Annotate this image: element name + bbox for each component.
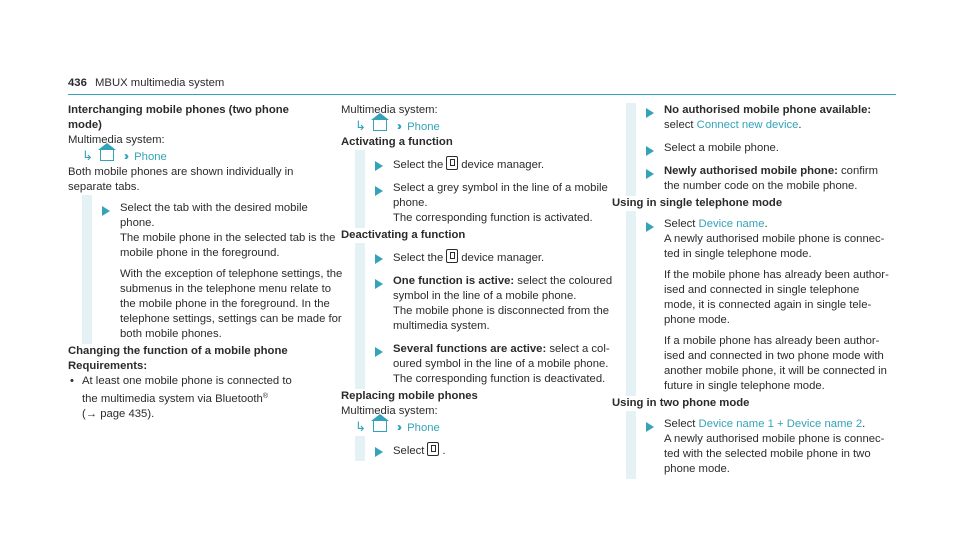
step-text: If the mobile phone has already been author- — [664, 269, 889, 281]
menu-path-phone[interactable]: Phone — [134, 151, 167, 163]
section-heading: Interchanging mobile phones (two phone — [68, 104, 289, 116]
step-text: symbol in the line of a mobile phone. — [393, 290, 577, 302]
bullet-text: • At least one mobile phone is connected to — [82, 375, 292, 387]
step-text: Select — [664, 218, 699, 230]
step-text: The mobile phone is disconnected from the — [393, 305, 610, 317]
step-text: phone mode. — [664, 463, 730, 475]
double-chevron-icon: ›› — [397, 119, 399, 133]
requirement-item — [68, 374, 316, 422]
step-text: The corresponding function is activated. — [393, 212, 593, 224]
step-note — [664, 268, 889, 328]
device-name-link[interactable]: Device name — [698, 218, 765, 230]
step-text: Select the — [393, 252, 444, 264]
step-text: confirm — [837, 165, 879, 177]
step-text: device manager. — [461, 252, 545, 264]
menu-path-label: Multimedia system: — [68, 134, 165, 146]
device-manager-icon[interactable] — [427, 442, 439, 456]
step-text: future in single telephone mode. — [664, 380, 825, 392]
step-text: Select a grey symbol in the line of a mobile — [393, 182, 608, 194]
arrow-return-icon: ↳ — [82, 148, 93, 163]
step-triangle-icon — [646, 422, 654, 432]
requirements-label: Requirements: — [68, 360, 148, 372]
step-text: With the exception of telephone settings, the — [120, 268, 343, 280]
arrow-return-icon: ↳ — [355, 118, 366, 133]
step-triangle-icon — [375, 161, 383, 171]
home-icon — [373, 119, 387, 131]
step-triangle-icon — [646, 222, 654, 232]
step-text: A newly authorised mobile phone is connec- — [664, 433, 885, 445]
instruction-step — [355, 175, 608, 228]
step-note — [664, 334, 887, 394]
step-text: . — [442, 445, 446, 457]
step-note — [120, 267, 343, 342]
section-heading-cont: mode) — [68, 119, 102, 131]
step-text: device manager. — [461, 159, 545, 171]
instruction-step — [626, 135, 870, 158]
device-manager-icon[interactable] — [446, 249, 458, 263]
step-text: another mobile phone, it will be connected in — [664, 365, 887, 377]
step-text: A newly authorised mobile phone is connec- — [664, 233, 885, 245]
step-text: Select the tab with the desired mobile — [120, 202, 308, 214]
step-text: select the coloured — [514, 275, 613, 287]
step-text: ted in single telephone mode. — [664, 248, 812, 260]
home-icon — [373, 420, 387, 432]
column-1 — [68, 103, 343, 422]
subsection-heading: Deactivating a function — [341, 229, 466, 241]
step-text: Select — [664, 418, 699, 430]
step-text: ised and connected in single telephone — [664, 284, 860, 296]
step-condition: Several functions are active: — [393, 343, 547, 355]
step-text: . — [862, 418, 866, 430]
registered-mark: ® — [262, 393, 269, 400]
step-triangle-icon — [375, 279, 383, 289]
menu-path-phone[interactable]: Phone — [407, 121, 440, 133]
page-header — [68, 76, 896, 95]
subsection-heading: Using in two phone mode — [612, 397, 750, 409]
step-text: oured symbol in the line of a mobile phone. — [393, 358, 609, 370]
step-text: multimedia system. — [393, 320, 490, 332]
step-triangle-icon — [646, 169, 654, 179]
instruction-step — [626, 211, 889, 396]
step-text: Select — [393, 445, 425, 457]
step-text: both mobile phones. — [120, 328, 222, 340]
step-text: phone. — [120, 217, 155, 229]
step-text: The mobile phone in the selected tab is the — [120, 232, 336, 244]
step-triangle-icon — [102, 206, 110, 216]
instruction-step — [355, 243, 593, 268]
device-name-pair-link[interactable]: Device name 1 + Device name 2 — [698, 418, 863, 430]
step-condition: No authorised mobile phone available: — [664, 104, 872, 116]
step-text: Select the — [393, 159, 444, 171]
home-icon — [100, 149, 114, 161]
step-triangle-icon — [375, 447, 383, 457]
instruction-step — [355, 336, 610, 389]
step-text: ted with the selected mobile phone in two — [664, 448, 871, 460]
step-text: submenus in the telephone menu relate to — [120, 283, 332, 295]
running-title: MBUX multimedia system — [95, 77, 225, 89]
instruction-step — [82, 195, 343, 344]
menu-path-phone[interactable]: Phone — [407, 422, 440, 434]
subsection-heading: Using in single telephone mode — [612, 197, 783, 209]
step-text: phone. — [393, 197, 428, 209]
step-text: . — [798, 119, 802, 131]
menu-path — [341, 118, 593, 135]
step-text: telephone settings, settings can be made for — [120, 313, 342, 325]
step-triangle-icon — [646, 108, 654, 118]
page-reference-link[interactable]: (→ page 435). — [82, 408, 155, 420]
arrow-return-icon: ↳ — [355, 419, 366, 434]
double-chevron-icon: ›› — [397, 420, 399, 434]
intro-text-cont: separate tabs. — [68, 181, 140, 193]
column-2 — [341, 103, 613, 461]
step-text: If a mobile phone has already been author- — [664, 335, 880, 347]
instruction-step — [626, 411, 885, 479]
intro-text: Both mobile phones are shown individually in — [68, 166, 294, 178]
subsection-heading: Replacing mobile phones — [341, 390, 478, 402]
instruction-step — [626, 158, 879, 196]
subsection-heading: Activating a function — [341, 136, 453, 148]
page-number: 436 — [68, 77, 87, 89]
step-text: select — [664, 119, 697, 131]
step-text: Select a mobile phone. — [664, 142, 779, 154]
menu-path — [68, 148, 316, 165]
instruction-step — [355, 150, 593, 175]
double-chevron-icon: ›› — [124, 149, 126, 163]
connect-new-device-link[interactable]: Connect new device — [696, 119, 799, 131]
menu-path — [341, 419, 593, 436]
step-text: . — [764, 218, 768, 230]
subsection-heading: Changing the function of a mobile phone — [68, 345, 288, 357]
step-text: select a col- — [546, 343, 610, 355]
step-text: the mobile phone in the foreground. In the — [120, 298, 330, 310]
instruction-step — [355, 268, 613, 336]
step-text: the number code on the mobile phone. — [664, 180, 858, 192]
step-text: mobile phone in the foreground. — [120, 247, 280, 259]
step-text: mode, it is connected again in single tele- — [664, 299, 872, 311]
step-text: The corresponding function is deactivated. — [393, 373, 606, 385]
step-triangle-icon — [375, 254, 383, 264]
step-text: phone mode. — [664, 314, 730, 326]
step-triangle-icon — [375, 186, 383, 196]
menu-path-label: Multimedia system: — [341, 104, 438, 116]
bullet-text: the multimedia system via Bluetooth — [82, 393, 263, 405]
step-triangle-icon — [646, 146, 654, 156]
step-condition: One function is active: — [393, 275, 515, 287]
column-3 — [612, 103, 889, 479]
menu-path-label: Multimedia system: — [341, 405, 438, 417]
instruction-step — [355, 436, 593, 461]
instruction-step — [626, 103, 870, 135]
step-text: ised and connected in two phone mode with — [664, 350, 884, 362]
device-manager-icon[interactable] — [446, 156, 458, 170]
step-condition: Newly authorised mobile phone: — [664, 165, 838, 177]
step-triangle-icon — [375, 347, 383, 357]
